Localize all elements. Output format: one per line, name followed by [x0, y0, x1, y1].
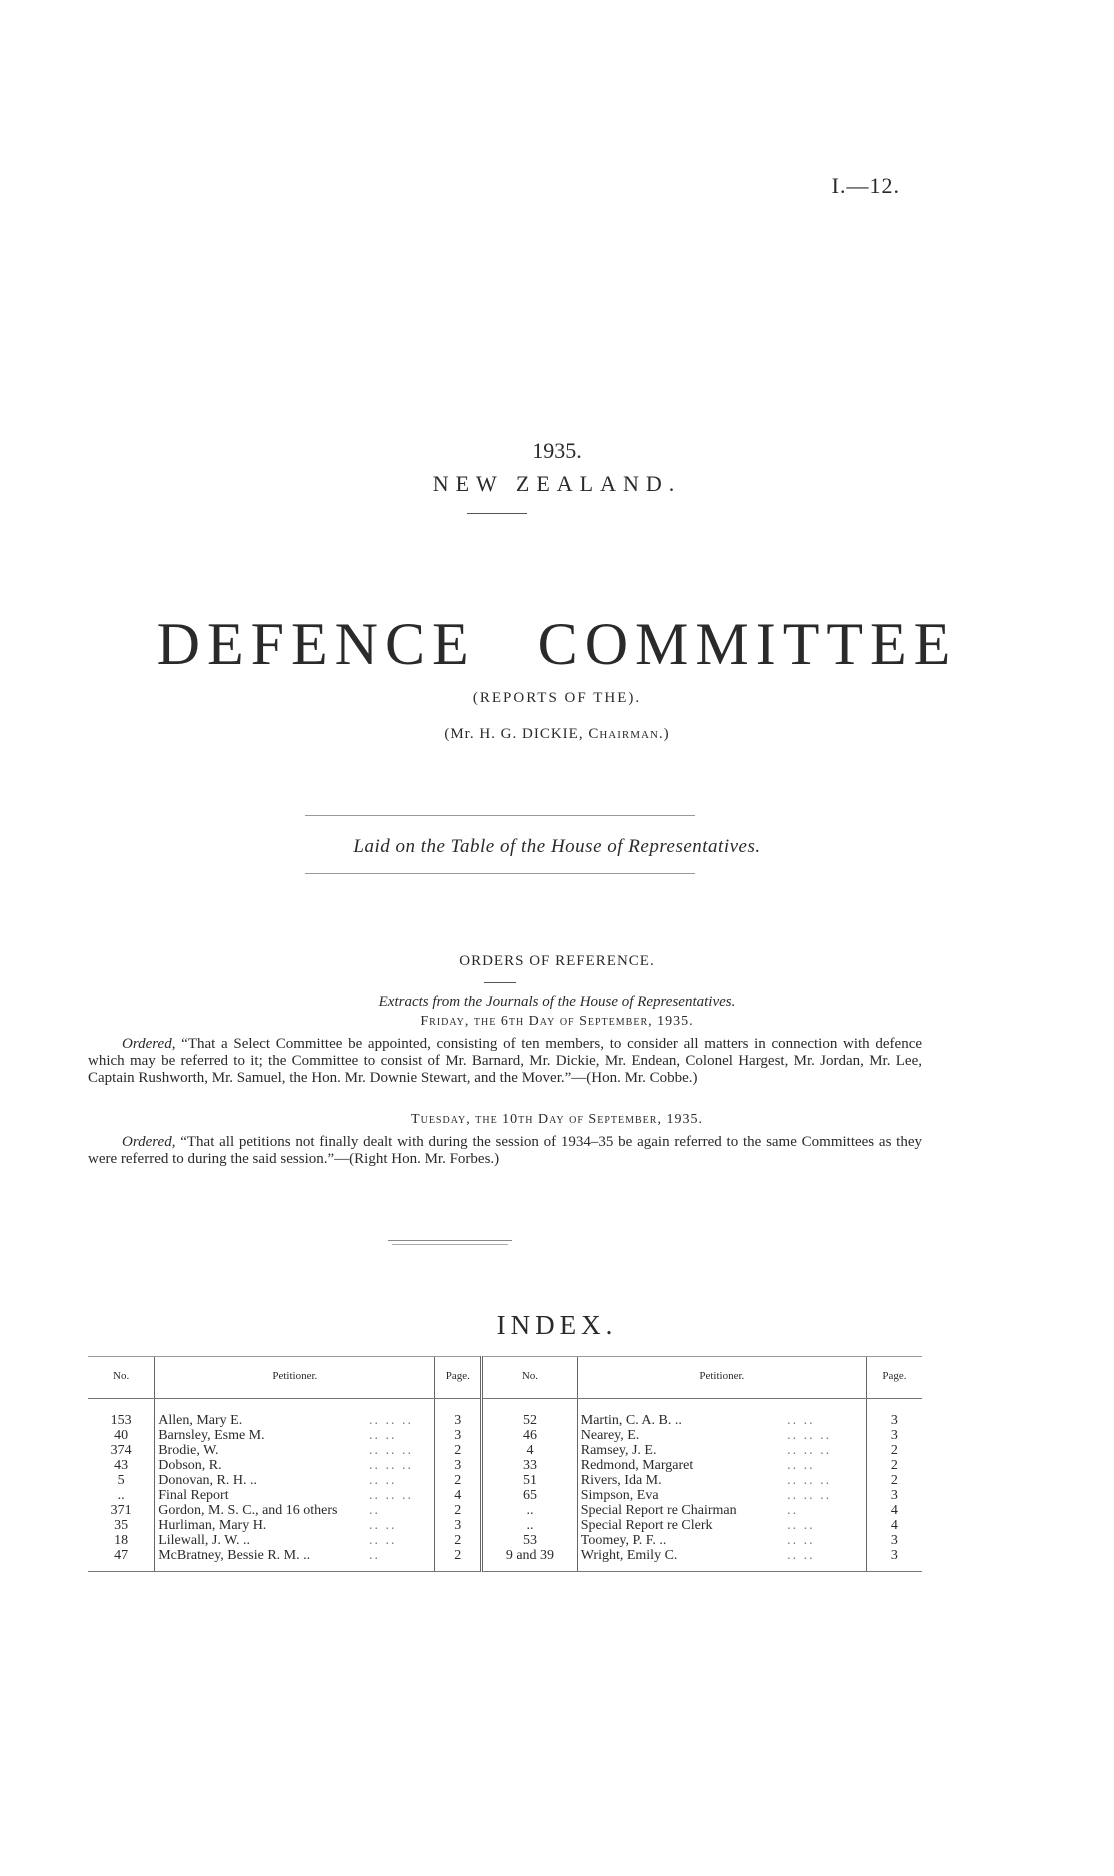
leader-dots: .. — [368, 1503, 380, 1518]
petitioner-name: Donovan, R. H. .. — [155, 1473, 366, 1488]
page-title: DEFENCE COMMITTEE — [156, 611, 958, 677]
page-number: 3 — [435, 1518, 482, 1533]
page-number: 2 — [435, 1533, 482, 1548]
page-number: 2 — [435, 1443, 482, 1458]
petition-number: 53 — [482, 1533, 578, 1548]
petitioner-name: Dobson, R. — [155, 1458, 366, 1473]
leader-dots: .. .. — [368, 1533, 397, 1548]
index-heading: INDEX. — [496, 1310, 618, 1340]
document-year: 1935. — [532, 438, 582, 463]
leader-dots: .. .. .. — [368, 1413, 413, 1428]
page-number: 3 — [866, 1399, 922, 1429]
page-number: 4 — [435, 1488, 482, 1503]
leader-dots: .. — [366, 1548, 435, 1572]
petition-number: 35 — [114, 1518, 129, 1533]
petitioner-name: McBratney, Bessie R. M. .. — [155, 1548, 366, 1572]
index-row — [88, 1443, 922, 1458]
country-heading: NEW ZEALAND. — [432, 471, 682, 496]
leader-dots: .. .. — [368, 1473, 397, 1488]
petitioner-name: Simpson, Eva — [577, 1488, 784, 1503]
leader-dots: .. .. .. — [368, 1458, 413, 1473]
column-header-petitioner: Petitioner. — [155, 1357, 435, 1399]
petitioner-name: Toomey, P. F. .. — [577, 1533, 784, 1548]
page-number: 3 — [866, 1428, 922, 1443]
leader-dots: .. .. .. — [787, 1443, 832, 1458]
document-reference: I.—12. — [831, 173, 900, 198]
index-row — [88, 1473, 922, 1488]
petitioner-name: Special Report re Clerk — [577, 1518, 784, 1533]
index-row — [88, 1503, 922, 1518]
index-row — [88, 1533, 922, 1548]
page-subtitle: (REPORTS OF THE). — [472, 690, 642, 706]
leader-dots: .. .. — [368, 1518, 397, 1533]
petition-number: 40 — [114, 1428, 129, 1443]
chairman-line — [0, 726, 1114, 743]
petitioner-name: Rivers, Ida M. — [577, 1473, 784, 1488]
petitioner-name: Barnsley, Esme M. — [155, 1428, 366, 1443]
petition-number: 65 — [482, 1488, 578, 1503]
page-number: 2 — [866, 1443, 922, 1458]
order-text: “That a Select Committee be appointed, consisting of ten members, to consider all matters in connection with defence which may be referred to it; the Committee to consist of Mr. Barnard, Mr. Dickie, Mr. Endean, Colonel Hargest, Mr. Jordan, Mr. Lee, Captain Rushworth, Mr. Samuel, the Hon. Mr. Downie Stewart, and the Mover.”—(Hon. Mr. Cobbe.) — [88, 1036, 923, 1086]
petition-number: 4 — [482, 1443, 578, 1458]
page-number: 2 — [435, 1503, 482, 1518]
column-header-petitioner: Petitioner. — [577, 1357, 866, 1399]
page-number: 3 — [866, 1488, 922, 1503]
order-lead: Ordered, — [122, 1036, 176, 1052]
petitioner-name: Martin, C. A. B. .. — [577, 1399, 784, 1429]
page-number: 3 — [435, 1428, 482, 1443]
petition-number: .. — [482, 1503, 578, 1518]
leader-dots: .. — [787, 1503, 799, 1518]
leader-dots: .. .. — [787, 1518, 815, 1533]
order-text: “That all petitions not finally dealt with during the session of 1934–35 be again referred to the same Committees as they were referred to during the said session.”—(Right Hon. Mr. Forbes.) — [88, 1134, 922, 1167]
divider — [305, 815, 695, 816]
index-row — [88, 1399, 922, 1429]
leader-dots: .. .. .. — [787, 1473, 832, 1488]
index-header-row — [88, 1357, 922, 1399]
index-row — [88, 1458, 922, 1473]
petitioner-name: Ramsey, J. E. — [577, 1443, 784, 1458]
leader-dots: .. .. .. — [368, 1488, 413, 1503]
petition-number: 153 — [110, 1413, 132, 1428]
laid-on-table-line: Laid on the Table of the House of Representatives. — [353, 836, 761, 857]
petitioner-name: Brodie, W. — [155, 1443, 366, 1458]
petitioner-name: Lilewall, J. W. .. — [155, 1533, 366, 1548]
tuesday-date-heading: Tuesday, the 10th Day of September, 1935. — [411, 1112, 703, 1127]
petition-number: 18 — [114, 1533, 129, 1548]
chairman-name: (Mr. H. G. DICKIE, — [444, 726, 584, 742]
column-header-no: No. — [482, 1357, 578, 1399]
petitioner-name: Wright, Emily C. — [577, 1548, 784, 1572]
column-header-page: Page. — [435, 1357, 482, 1399]
index-row — [88, 1488, 922, 1503]
petition-number: .. — [117, 1488, 125, 1503]
petition-number: 52 — [482, 1399, 578, 1429]
leader-dots: .. .. — [787, 1413, 815, 1428]
petitioner-name: Final Report — [155, 1488, 366, 1503]
leader-dots: .. .. .. — [787, 1488, 832, 1503]
divider — [305, 873, 695, 874]
page-number: 3 — [435, 1458, 482, 1473]
leader-dots: .. .. — [787, 1533, 815, 1548]
petitioner-name: Nearey, E. — [577, 1428, 784, 1443]
divider — [388, 1240, 512, 1241]
divider — [484, 982, 516, 983]
column-header-no: No. — [88, 1357, 155, 1399]
page-number: 3 — [435, 1399, 482, 1429]
leader-dots: .. .. — [784, 1548, 866, 1572]
petition-number: 5 — [117, 1473, 125, 1488]
page-number: 4 — [866, 1503, 922, 1518]
page-number: 2 — [866, 1473, 922, 1488]
leader-dots: .. .. .. — [787, 1428, 832, 1443]
petition-number: 46 — [482, 1428, 578, 1443]
column-header-page: Page. — [866, 1357, 922, 1399]
petition-number: 9 and 39 — [482, 1548, 578, 1572]
page-number: 2 — [866, 1458, 922, 1473]
leader-dots: .. .. .. — [368, 1443, 413, 1458]
leader-dots: .. .. — [368, 1428, 397, 1443]
leader-dots: .. .. — [787, 1458, 815, 1473]
petition-number: .. — [482, 1518, 578, 1533]
petitioner-name: Special Report re Chairman — [577, 1503, 784, 1518]
divider — [467, 513, 527, 514]
petition-number: 374 — [110, 1443, 132, 1458]
petition-number: 43 — [114, 1458, 129, 1473]
chairman-title: Chairman.) — [588, 726, 670, 742]
petitioner-name: Allen, Mary E. — [155, 1399, 366, 1429]
order-paragraph — [88, 1134, 922, 1168]
petitioner-name: Redmond, Margaret — [577, 1458, 784, 1473]
petitioner-name: Gordon, M. S. C., and 16 others — [155, 1503, 366, 1518]
page-number: 2 — [435, 1473, 482, 1488]
petition-number: 47 — [88, 1548, 155, 1572]
extracts-heading: Extracts from the Journals of the House of Representatives. — [378, 994, 736, 1010]
page-number: 3 — [866, 1533, 922, 1548]
divider — [392, 1244, 508, 1245]
index-row — [88, 1548, 922, 1572]
friday-date-heading: Friday, the 6th Day of September, 1935. — [420, 1014, 694, 1029]
petition-number: 51 — [482, 1473, 578, 1488]
petition-number: 371 — [110, 1503, 132, 1518]
index-row — [88, 1428, 922, 1443]
order-paragraph — [88, 1036, 922, 1087]
order-lead: Ordered, — [122, 1134, 176, 1150]
petition-number: 33 — [482, 1458, 578, 1473]
page-number: 2 — [435, 1548, 482, 1572]
index-body — [88, 1399, 922, 1572]
index-row — [88, 1518, 922, 1533]
index-table — [88, 1356, 922, 1572]
orders-heading: ORDERS OF REFERENCE. — [459, 953, 655, 969]
petitioner-name: Hurliman, Mary H. — [155, 1518, 366, 1533]
page-number: 4 — [866, 1518, 922, 1533]
page-number: 3 — [866, 1548, 922, 1572]
